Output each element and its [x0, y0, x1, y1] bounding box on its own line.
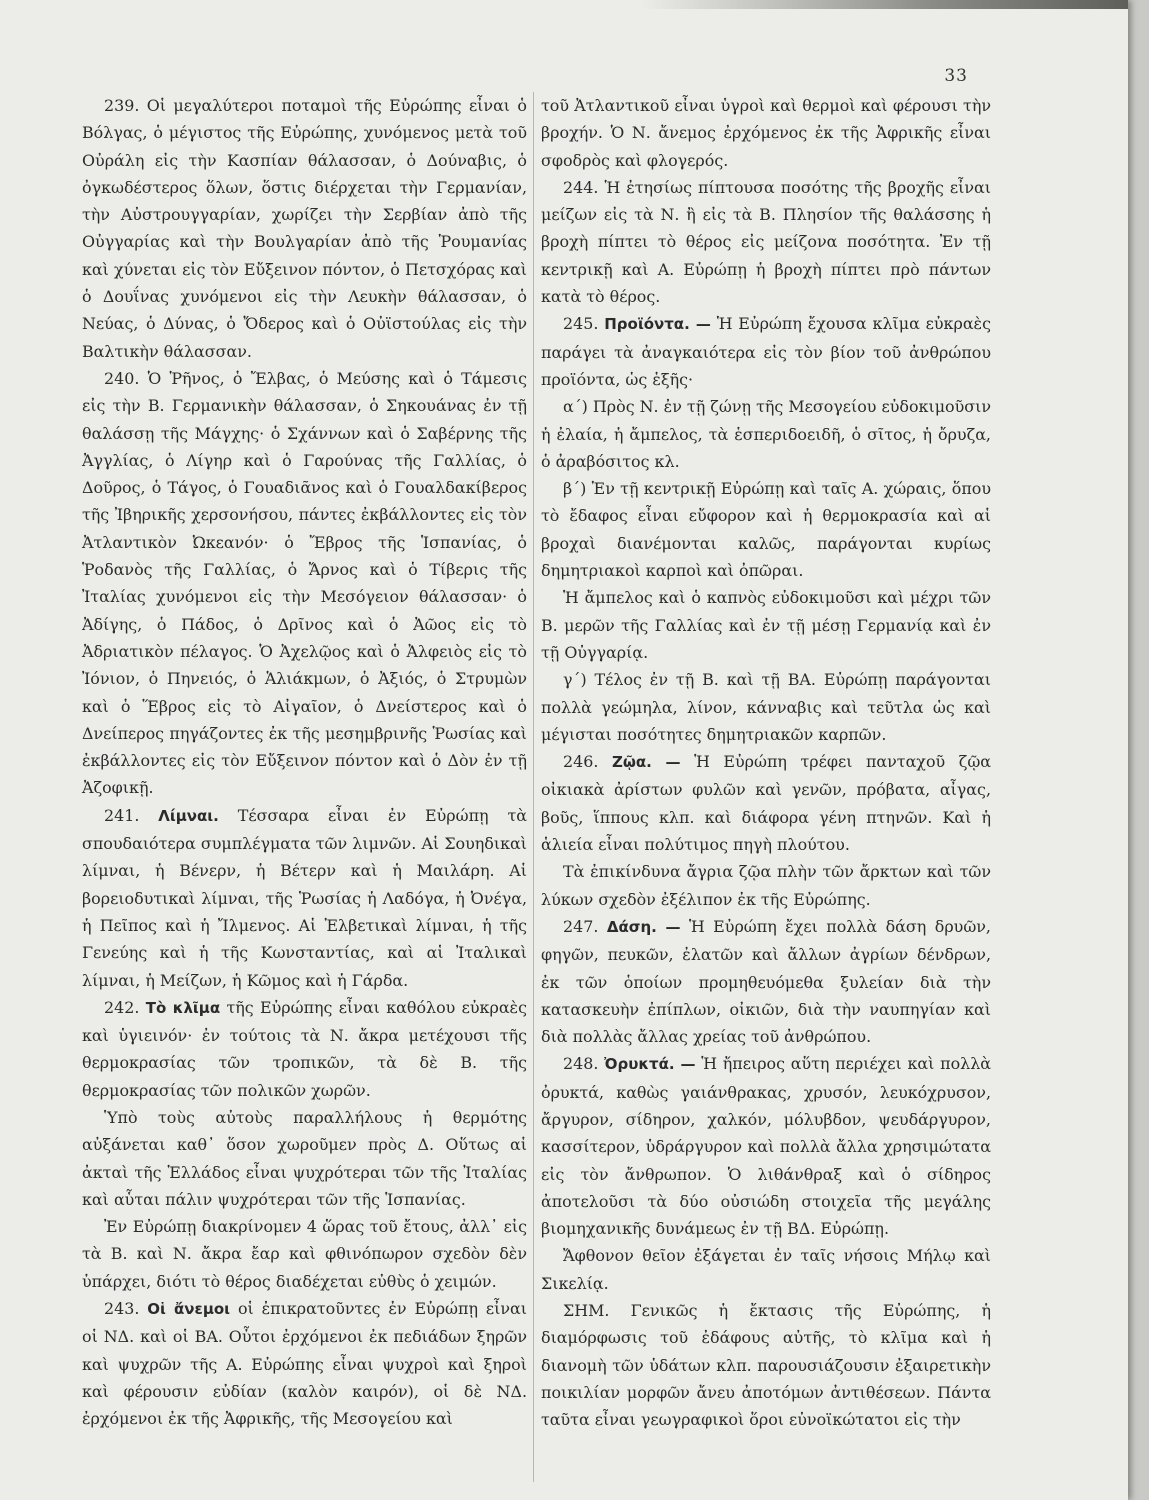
paragraph	[541, 1050, 991, 1242]
section-heading: Δάση. —	[606, 917, 681, 936]
paragraph-text: α΄) Πρὸς Ν. ἐν τῇ ζώνῃ τῆς Μεσογείου εὐδοκιμοῦσιν ἡ ἐλαία, ἡ ἄμπελος, τὰ ἑσπεριδοειδῆ, ὁ σῖτος, ἡ ὄρυζα, ὁ ἀραβόσιτος κλ.	[541, 397, 991, 471]
section-heading: Τὸ κλῖμα	[145, 998, 221, 1017]
paragraph-text: οἱ ἐπικρατοῦντες ἐν Εὐρώπῃ εἶναι οἱ ΝΔ. καὶ οἱ ΒΑ. Οὗτοι ἐρχόμενοι ἐκ πεδιάδων ξηρῶν καὶ ψυχρῶν τῆς Α. Εὐρώπης εἶναι ψυχροὶ καὶ ξηροὶ καὶ φέρουσιν εὐδίαν (καλὸν καιρόν), οἱ δὲ ΝΔ. ἐρχόμενοι ἐκ τῆς Ἀφρικῆς, τῆς Μεσογείου καὶ	[82, 1299, 527, 1429]
paragraph-number: 243.	[104, 1299, 140, 1319]
paragraph-text: Οἱ μεγαλύτεροι ποταμοὶ τῆς Εὐρώπης εἶναι ὁ Βόλγας, ὁ μέγιστος τῆς Εὐρώπης, χυνόμενος μετὰ τοῦ Οὐράλη εἰς τὴν Κασπίαν θάλασσαν, ὁ Δούναβις, ὁ ὀγκωδέστερος ὅλων, ὅστις διέρχεται τὴν Γερμανίαν, τὴν Αὐστρουγγαρίαν, χωρίζει τὴν Σερβίαν ἀπὸ τῆς Οὐγγαρίας καὶ τὴν Βουλγαρίαν ἀπὸ τῆς Ῥουμανίας καὶ χύνεται εἰς τὸν Εὔξεινον πόντον, ὁ Πετσχόρας καὶ ὁ Δουΐνας χυνόμενοι εἰς τὴν Λευκὴν θάλασσαν, ὁ Νεύας, ὁ Δύνας, ὁ Ὄδερος καὶ ὁ Οὐϊστούλας εἰς τὴν Βαλτικὴν θάλασσαν.	[82, 96, 527, 361]
paragraph-number: 241.	[104, 805, 140, 825]
paragraph-number: 239.	[104, 96, 140, 115]
paragraph	[541, 1242, 991, 1297]
paragraph-number: 240.	[104, 368, 140, 388]
section-heading: Ὀρυκτά. —	[604, 1055, 696, 1074]
section-heading: Προϊόντα. —	[604, 315, 711, 334]
paragraph	[82, 92, 527, 365]
paragraph-text: γ΄) Τέλος ἐν τῇ Β. καὶ τῇ ΒΑ. Εὐρώπῃ παράγονται πολλὰ γεώμηλα, λίνον, κάνναβις καὶ τεῦτλα ὡς καὶ μέγισται ποσότητες δημητριακῶν καρπῶν.	[541, 670, 991, 744]
paragraph-number: 245.	[563, 314, 599, 334]
paragraph-text: ΣΗΜ. Γενικῶς ἡ ἔκτασις τῆς Εὐρώπης, ἡ διαμόρφωσις τοῦ ἐδάφους αὐτῆς, τὸ κλῖμα καὶ ἡ διανομὴ τῶν ὑδάτων κλπ. παρουσιάζουσιν ἐξαιρετικὴν ποικιλίαν μορφῶν ἄνευ ἀποτόμων ἀντιθέσεων. Πάντα ταῦτα εἶναι γεωγραφικοὶ ὅροι εὐνοϊκώτατοι εἰς τὴν	[541, 1301, 991, 1430]
paragraph-text: Ἡ Εὐρώπη τρέφει πανταχοῦ ζῷα οἰκιακὰ ἀρίστων φυλῶν καὶ γενῶν, πρόβατα, αἶγας, βοῦς, ἵππους κλπ. καὶ διάφορα γένη πτηνῶν. Καὶ ἡ ἁλιεία εἶναι πολύτιμος πηγὴ πλούτου.	[541, 752, 992, 855]
paragraph-text: Ἐν Εὐρώπῃ διακρίνομεν 4 ὥρας τοῦ ἔτους, ἀλλ᾽ εἰς τὰ Β. καὶ Ν. ἄκρα ἔαρ καὶ φθινόπωρον σχεδὸν δὲν ὑπάρχει, διότι τὸ θέρος διαδέχεται εὐθὺς ὁ χειμών.	[82, 1217, 527, 1291]
paragraph-text: Ἡ ἄμπελος καὶ ὁ καπνὸς εὐδοκιμοῦσι καὶ μέχρι τῶν Β. μερῶν τῆς Γαλλίας καὶ ἐν τῇ μέσῃ Γερμανίᾳ καὶ ἐν τῇ Οὐγγαρίᾳ.	[541, 588, 991, 662]
paragraph-number: 244.	[563, 177, 599, 197]
right-column	[541, 92, 991, 1434]
section-heading: Ζῷα. —	[611, 753, 681, 772]
paragraph-text: Ἡ Εὐρώπη ἔχουσα κλῖμα εὐκραὲς παράγει τὰ ἀναγκαιότερα εἰς τὸν βίον τοῦ ἀνθρώπου προϊόντα, ὡς ἑξῆς·	[541, 314, 991, 389]
section-heading: Οἱ ἄνεμοι	[147, 1300, 231, 1319]
page-number: 33	[944, 66, 968, 86]
paragraph-number: 242.	[104, 997, 140, 1017]
paragraph	[541, 858, 991, 913]
paragraph-text: Ἡ ἤπειρος αὕτη περιέχει καὶ πολλὰ ὀρυκτά, καθὼς γαιάνθρακας, χρυσόν, λευκόχρυσον, ἄργυρον, σίδηρον, χαλκόν, μόλυβδον, ψευδάργυρον, κασσίτερον, ὑδράργυρον καὶ πολλὰ ἄλλα χρησιμώτατα εἰς τὸν ἄνθρωπον. Ὁ λιθάνθραξ καὶ ὁ σίδηρος ἀποτελοῦσι τὰ δύο οὐσιώδη στοιχεῖα τῆς μεγάλης βιομηχανικῆς δυνάμεως ἐν τῇ ΒΔ. Εὐρώπῃ.	[541, 1054, 992, 1239]
paragraph	[541, 913, 991, 1050]
paragraph-text: β΄) Ἐν τῇ κεντρικῇ Εὐρώπῃ καὶ ταῖς Α. χώραις, ὅπου τὸ ἔδαφος εἶναι εὔφορον καὶ ἡ θερμοκρασία καὶ αἱ βροχαὶ διανέμονται καλῶς, παράγονται κυρίως δημητριακοὶ καρποὶ καὶ ὀπῶραι.	[541, 479, 991, 581]
paragraph	[82, 994, 527, 1104]
left-column	[82, 92, 527, 1433]
section-heading: Λίμναι.	[158, 806, 219, 825]
paragraph	[541, 584, 991, 666]
paragraph-number: 246.	[563, 752, 599, 772]
paragraph	[82, 365, 527, 802]
paragraph	[82, 1104, 527, 1213]
paragraph	[541, 393, 991, 475]
paragraph-text: τῆς Εὐρώπης εἶναι καθόλου εὐκραὲς καὶ ὑγιεινόν· ἐν τούτοις τὰ Ν. ἄκρα μετέχουσι τῆς θερμοκρασίας τῶν τροπικῶν, τὰ δὲ Β. τῆς θερμοκρασίας τῶν πολικῶν χωρῶν.	[82, 997, 527, 1100]
paragraph	[82, 1295, 527, 1432]
paragraph	[82, 1213, 527, 1295]
paragraph-text: Ἄφθονον θεῖον ἐξάγεται ἐν ταῖς νήσοις Μήλῳ καὶ Σικελίᾳ.	[541, 1246, 991, 1293]
paragraph	[541, 174, 991, 310]
column-divider	[533, 92, 534, 1482]
paragraph-text: Ὑπὸ τοὺς αὐτοὺς παραλλήλους ἡ θερμότης αὐξάνεται καθ᾽ ὅσον χωροῦμεν πρὸς Δ. Οὕτως αἱ ἀκταὶ τῆς Ἑλλάδος εἶναι ψυχρότεραι τῶν τῆς Ἰταλίας καὶ αὗται πάλιν ψυχρότεραι τῶν τῆς Ἱσπανίας.	[82, 1107, 527, 1209]
paragraph	[541, 92, 991, 174]
scan-edge-strip	[640, 0, 1128, 9]
paragraph	[541, 748, 991, 858]
paragraph-text: Ἡ Εὐρώπη ἔχει πολλὰ δάση δρυῶν, φηγῶν, πευκῶν, ἐλατῶν καὶ ἄλλων ἀγρίων δένδρων, ἐκ τῶν ὁποίων προμηθευόμεθα ξυλείαν διὰ τὴν κατασκευὴν ἐπίπλων, οἰκιῶν, διὰ τὴν ναυπηγίαν καὶ διὰ πολλὰς ἄλλας χρείας τοῦ ἀνθρώπου.	[541, 916, 991, 1047]
paragraph-text: Ὁ Ῥῆνος, ὁ Ἔλβας, ὁ Μεύσης καὶ ὁ Τάμεσις εἰς τὴν Β. Γερμανικὴν θάλασσαν, ὁ Σηκουάνας ἐν τῇ θαλάσσῃ τῆς Μάγχης· ὁ Σχάννων καὶ ὁ Σαβέρνης τῆς Ἀγγλίας, ὁ Λίγηρ καὶ ὁ Γαρούνας τῆς Γαλλίας, ὁ Δοῦρος, ὁ Τάγος, ὁ Γουαδιᾶνος καὶ ὁ Γουαλδακίβερος τῆς Ἰβηρικῆς χερσονήσου, πάντες ἐκβάλλοντες εἰς τὸν Ἀτλαντικὸν Ὠκεανόν· ὁ Ἔβρος τῆς Ἱσπανίας, ὁ Ῥοδανὸς τῆς Γαλλίας, ὁ Ἄρνος καὶ ὁ Τίβερις τῆς Ἰταλίας χυνόμενοι εἰς τὴν Μεσόγειον θάλασσαν· ὁ Ἀδίγης, ὁ Πάδος, ὁ Δρῖνος καὶ ὁ Ἀῶος εἰς τὸ Ἀδριατικὸν πέλαγος. Ὁ Ἀχελῷος καὶ ὁ Ἀλφειὸς εἰς τὸ Ἰόνιον, ὁ Πηνειός, ὁ Ἁλιάκμων, ὁ Ἀξιός, ὁ Στρυμὼν καὶ ὁ Ἕβρος εἰς τὸ Αἰγαῖον, ὁ Δνείστερος καὶ ὁ Δνείπερος πηγάζοντες ἐκ τῆς μεσημβρινῆς Ῥωσίας καὶ ἐκβάλλοντες εἰς τὸν Εὔξεινον πόντον καὶ ὁ Δὸν ἐν τῇ Ἀζοφικῇ.	[82, 368, 528, 798]
paragraph-text: Τὰ ἐπικίνδυνα ἄγρια ζῷα πλὴν τῶν ἄρκτων καὶ τῶν λύκων σχεδὸν ἐξέλιπον ἐκ τῆς Εὐρώπης.	[541, 862, 991, 909]
paragraph	[541, 475, 991, 584]
paragraph	[541, 310, 991, 393]
paragraph	[541, 1297, 991, 1433]
paragraph-text: Τέσσαρα εἶναι ἐν Εὐρώπῃ τὰ σπουδαιότερα συμπλέγματα τῶν λιμνῶν. Αἱ Σουηδικαὶ λίμναι, ἡ Βένερν, ἡ Βέτερν καὶ ἡ Μαιλάρη. Αἱ βορειοδυτικαὶ λίμναι, τῆς Ῥωσίας ἡ Λαδόγα, ἡ Ὀνέγα, ἡ Πεῖπος καὶ ἡ Ἴλμενος. Αἱ Ἐλβετικαὶ λίμναι, ἡ τῆς Γενεύης καὶ ἡ τῆς Κωνσταντίας, καὶ αἱ Ἰταλικαὶ λίμναι, ἡ Μείζων, ἡ Κῶμος καὶ ἡ Γάρδα.	[82, 805, 527, 990]
paragraph-text: Ἡ ἐτησίως πίπτουσα ποσότης τῆς βροχῆς εἶναι μείζων εἰς τὰ Ν. ἢ εἰς τὰ Β. Πλησίον τῆς θαλάσσης ἡ βροχὴ πίπτει τὸ θέρος εἰς μείζονα ποσότητα. Ἐν τῇ κεντρικῇ καὶ Α. Εὐρώπῃ ἡ βροχὴ πίπτει πρὸ πάντων κατὰ τὸ θέρος.	[541, 177, 991, 307]
paragraph-text: τοῦ Ἀτλαντικοῦ εἶναι ὑγροὶ καὶ θερμοὶ καὶ φέρουσι τὴν βροχήν. Ὁ Ν. ἄνεμος ἐρχόμενος ἐκ τῆς Ἀφρικῆς εἶναι σφοδρὸς καὶ φλογερός.	[541, 96, 991, 170]
paragraph-number: 247.	[563, 916, 599, 936]
paragraph	[541, 666, 991, 748]
paragraph	[82, 802, 527, 994]
paragraph-number: 248.	[563, 1054, 599, 1074]
